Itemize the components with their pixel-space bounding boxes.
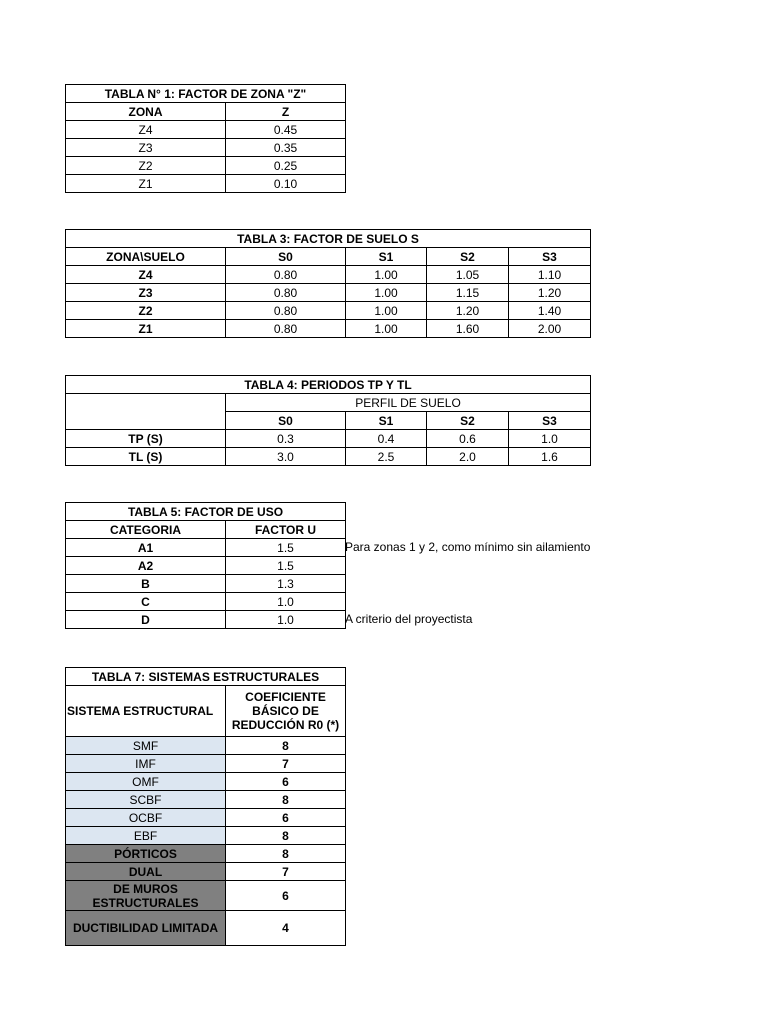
header-s2: S2 [427,412,509,430]
zone-cell: Z3 [66,284,226,302]
z-value-cell: 0.45 [226,121,346,139]
system-cell: IMF [66,755,226,773]
system-cell: OCBF [66,809,226,827]
table-row [66,809,346,827]
table-row [66,791,346,809]
r0-value-cell: 4 [226,911,346,946]
r0-value-cell: 7 [226,863,346,881]
category-a1-note: Para zonas 1 y 2, como mínimo sin ailamiento [345,540,590,554]
system-cell: PÓRTICOS [66,845,226,863]
zone-factor-title: TABLA N° 1: FACTOR DE ZONA "Z" [66,85,346,103]
value-cell: 1.15 [427,284,509,302]
value-cell: 0.80 [226,284,346,302]
value-cell: 0.4 [346,430,427,448]
value-cell: 0.3 [226,430,346,448]
u-value-cell: 1.5 [226,539,346,557]
r0-value-cell: 6 [226,809,346,827]
r0-value-cell: 8 [226,737,346,755]
r0-value-cell: 8 [226,845,346,863]
header-s3: S3 [509,248,591,266]
header-zona: ZONA [66,103,226,121]
header-s1: S1 [346,412,427,430]
table-row [66,139,346,157]
soil-profile-header: PERFIL DE SUELO [226,394,591,412]
system-cell: EBF [66,827,226,845]
table-row [66,320,591,338]
z-value-cell: 0.35 [226,139,346,157]
table-row [66,911,346,946]
zone-cell: Z2 [66,157,226,175]
table-row [66,302,591,320]
system-cell: DUAL [66,863,226,881]
table-row [66,575,346,593]
table-row [66,121,346,139]
category-cell: C [66,593,226,611]
system-cell: OMF [66,773,226,791]
r0-value-cell: 8 [226,827,346,845]
table-row [66,157,346,175]
value-cell: 1.40 [509,302,591,320]
table-row [66,284,591,302]
z-value-cell: 0.25 [226,157,346,175]
value-cell: 1.20 [509,284,591,302]
category-cell: D [66,611,226,629]
value-cell: 0.80 [226,266,346,284]
header-factor-u: FACTOR U [226,521,346,539]
structural-systems-title: TABLA 7: SISTEMAS ESTRUCTURALES [66,668,346,686]
r0-value-cell: 6 [226,773,346,791]
structural-systems-table [65,667,346,946]
system-cell: SMF [66,737,226,755]
header-sistema-estructural: SISTEMA ESTRUCTURAL [66,686,226,737]
header-z: Z [226,103,346,121]
header-s0: S0 [226,412,346,430]
table-row [66,755,346,773]
value-cell: 3.0 [226,448,346,466]
soil-factor-title: TABLA 3: FACTOR DE SUELO S [66,230,591,248]
value-cell: 1.00 [346,302,427,320]
system-cell: DUCTIBILIDAD LIMITADA [66,911,226,946]
value-cell: 1.60 [427,320,509,338]
zone-cell: Z1 [66,320,226,338]
periods-table [65,375,591,466]
value-cell: 0.80 [226,320,346,338]
r0-value-cell: 6 [226,881,346,911]
soil-factor-table [65,229,591,338]
value-cell: 2.0 [427,448,509,466]
table-row [66,430,591,448]
period-label-cell: TP (S) [66,430,226,448]
value-cell: 0.80 [226,302,346,320]
table-row [66,593,346,611]
value-cell: 1.0 [509,430,591,448]
z-value-cell: 0.10 [226,175,346,193]
zone-cell: Z4 [66,266,226,284]
header-s1: S1 [346,248,427,266]
value-cell: 1.10 [509,266,591,284]
table-row [66,448,591,466]
u-value-cell: 1.5 [226,557,346,575]
header-s3: S3 [509,412,591,430]
zone-cell: Z3 [66,139,226,157]
value-cell: 1.00 [346,284,427,302]
table-row [66,827,346,845]
value-cell: 0.6 [427,430,509,448]
period-label-cell: TL (S) [66,448,226,466]
value-cell: 1.00 [346,266,427,284]
table-row [66,611,346,629]
empty-corner-cell [66,394,226,430]
value-cell: 1.00 [346,320,427,338]
value-cell: 1.05 [427,266,509,284]
value-cell: 2.00 [509,320,591,338]
category-cell: B [66,575,226,593]
category-d-note: A criterio del proyectista [345,612,473,626]
value-cell: 2.5 [346,448,427,466]
table-row [66,175,346,193]
table-row [66,266,591,284]
category-cell: A2 [66,557,226,575]
value-cell: 1.20 [427,302,509,320]
table-row [66,863,346,881]
periods-title: TABLA 4: PERIODOS TP Y TL [66,376,591,394]
table-row [66,881,346,911]
use-factor-title: TABLA 5: FACTOR DE USO [66,503,346,521]
header-s0: S0 [226,248,346,266]
table-row [66,737,346,755]
zone-cell: Z1 [66,175,226,193]
header-coeficiente-r0: COEFICIENTE BÁSICO DE REDUCCIÓN R0 (*) [226,686,346,737]
r0-value-cell: 8 [226,791,346,809]
zone-cell: Z2 [66,302,226,320]
table-row [66,773,346,791]
header-categoria: CATEGORIA [66,521,226,539]
u-value-cell: 1.0 [226,611,346,629]
system-cell: DE MUROS ESTRUCTURALES [66,881,226,911]
table-row [66,845,346,863]
u-value-cell: 1.0 [226,593,346,611]
zone-factor-table [65,84,346,193]
system-cell: SCBF [66,791,226,809]
table-row [66,539,346,557]
use-factor-table [65,502,346,629]
u-value-cell: 1.3 [226,575,346,593]
header-zona-suelo: ZONA\SUELO [66,248,226,266]
zone-cell: Z4 [66,121,226,139]
category-cell: A1 [66,539,226,557]
table-row [66,557,346,575]
value-cell: 1.6 [509,448,591,466]
r0-value-cell: 7 [226,755,346,773]
header-s2: S2 [427,248,509,266]
